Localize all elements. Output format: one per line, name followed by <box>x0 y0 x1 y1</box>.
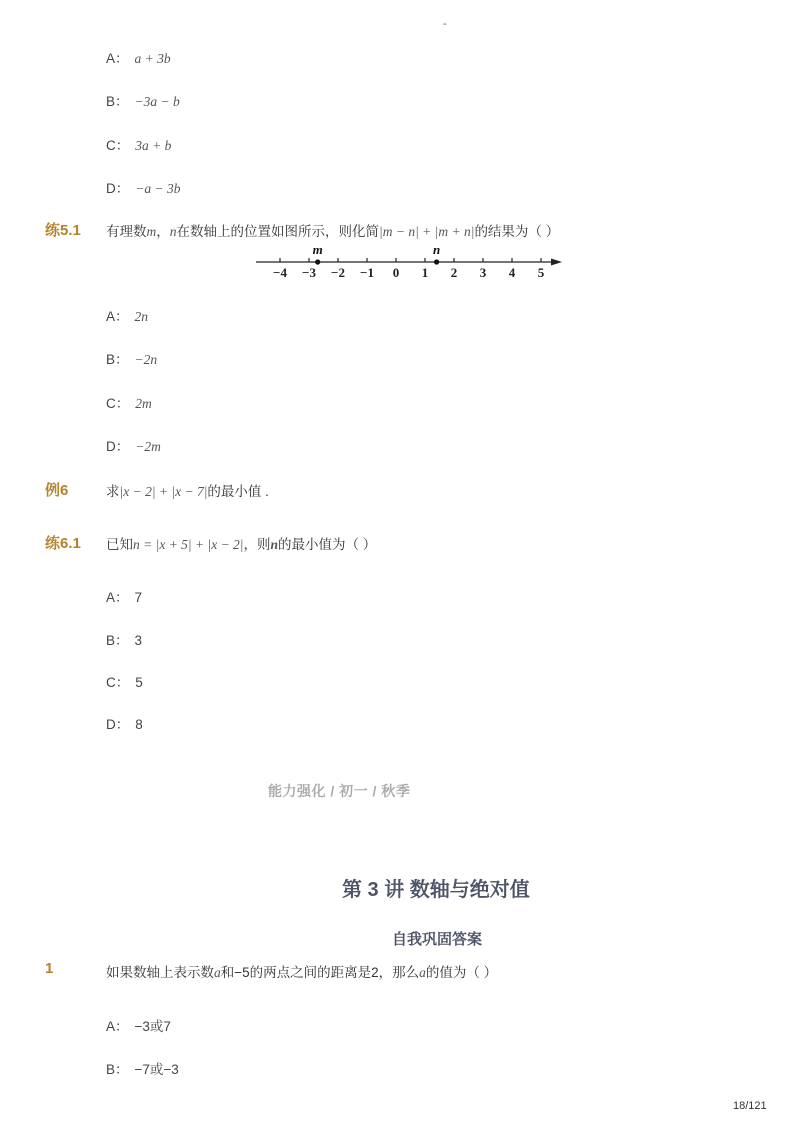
number-line-tick-label: 3 <box>479 265 487 280</box>
number-line-tick-label: 4 <box>508 265 516 280</box>
option-value: −2n <box>134 352 158 367</box>
number-line-point-n <box>434 259 439 264</box>
header-mark: - <box>443 18 447 30</box>
q-text: ，则 <box>243 537 271 552</box>
option-value: 7 <box>134 590 143 605</box>
option-value: −3a − b <box>134 94 180 109</box>
question-text <box>106 961 497 981</box>
number-line-tick-label: −2 <box>331 265 345 280</box>
number-line-point-m-label: m <box>312 242 323 257</box>
option-letter: B： <box>106 352 129 367</box>
option-value: 2m <box>135 396 152 411</box>
q-text: 和−5的两点之间的距离是2，那么 <box>220 965 420 980</box>
q-text: 如果数轴上表示数 <box>106 965 214 980</box>
q-var-a: a <box>419 965 426 980</box>
option-a <box>106 1015 171 1035</box>
q-text: ， <box>156 224 170 239</box>
q-text: 已知 <box>106 537 133 552</box>
option-value: 3a + b <box>135 138 172 153</box>
number-line-ticks <box>273 258 545 280</box>
number-line-point-n-label: n <box>432 242 441 257</box>
page-footer: 能力强化 / 初一 / 秋季 <box>268 783 411 799</box>
number-line-arrow <box>551 259 562 266</box>
q-text: 的结果为（ ） <box>474 224 560 239</box>
option-letter: C： <box>106 396 130 411</box>
option-value: −7或−3 <box>134 1062 179 1077</box>
option-d <box>106 177 180 197</box>
option-letter: B： <box>106 633 129 648</box>
number-line-point-m <box>315 259 320 264</box>
option-letter: C： <box>106 138 130 153</box>
q-text: 在数轴上的位置如图所示，则化简 <box>176 224 379 239</box>
option-value: 2n <box>134 309 149 324</box>
option-value: −2m <box>135 439 161 454</box>
q-expression: |m − n| + |m + n| <box>379 224 475 239</box>
q-var-n: n <box>169 224 177 239</box>
option-d <box>106 713 143 733</box>
option-value: 8 <box>135 717 143 732</box>
option-d <box>106 435 161 455</box>
example-label: 例6 <box>45 482 69 499</box>
question-number: 1 <box>45 960 54 977</box>
option-b <box>106 90 180 110</box>
option-c <box>106 671 143 691</box>
page-number: 18/121 <box>733 1100 767 1112</box>
number-line-figure <box>250 240 570 285</box>
q-expression: |x − 2| + |x − 7| <box>119 484 208 499</box>
q-var-n: n <box>270 537 279 552</box>
option-letter: D： <box>106 717 130 732</box>
number-line-tick-label: −3 <box>302 265 316 280</box>
option-letter: A： <box>106 590 129 605</box>
option-value: a + 3b <box>134 51 171 66</box>
option-b <box>106 629 142 649</box>
chapter-title: 第 3 讲 数轴与绝对值 <box>342 879 530 901</box>
q-text: 求 <box>106 484 120 499</box>
option-letter: A： <box>106 309 129 324</box>
number-line-tick-label: −1 <box>360 265 374 280</box>
option-b <box>106 348 157 368</box>
q-expression: n = |x + 5| + |x − 2| <box>133 537 244 552</box>
option-value: 3 <box>134 633 143 648</box>
number-line-tick-label: −4 <box>273 265 287 280</box>
option-b <box>106 1058 179 1078</box>
question-text <box>106 533 376 553</box>
number-line-tick-label: 2 <box>450 265 458 280</box>
q-text: 的最小值 . <box>207 484 269 499</box>
option-c <box>106 134 171 154</box>
option-letter: D： <box>106 181 130 196</box>
q-var-m: m <box>146 224 157 239</box>
q-text: 的值为（ ） <box>425 965 498 980</box>
question-text <box>106 220 559 240</box>
section-title: 自我巩固答案 <box>392 931 483 948</box>
q-text: 有理数 <box>106 224 147 239</box>
number-line-tick-label: 0 <box>392 265 400 280</box>
number-line-tick-label: 1 <box>421 265 429 280</box>
number-line-tick-label: 5 <box>537 265 545 280</box>
question-text <box>106 480 269 500</box>
option-a <box>106 586 142 606</box>
option-value: −3或7 <box>134 1019 171 1034</box>
number-line-points <box>313 242 441 265</box>
option-value: −a − 3b <box>135 181 181 196</box>
option-a <box>106 47 171 67</box>
option-letter: D： <box>106 439 130 454</box>
exercise-label: 练5.1 <box>45 222 81 239</box>
q-var-a: a <box>214 965 221 980</box>
option-letter: B： <box>106 94 129 109</box>
option-c <box>106 392 152 412</box>
option-letter: B： <box>106 1062 129 1077</box>
q-text: 的最小值为（ ） <box>278 537 377 552</box>
option-letter: A： <box>106 51 129 66</box>
option-a <box>106 305 148 325</box>
option-letter: A： <box>106 1019 129 1034</box>
option-letter: C： <box>106 675 130 690</box>
option-value: 5 <box>135 675 143 690</box>
exercise-label: 练6.1 <box>45 535 81 552</box>
